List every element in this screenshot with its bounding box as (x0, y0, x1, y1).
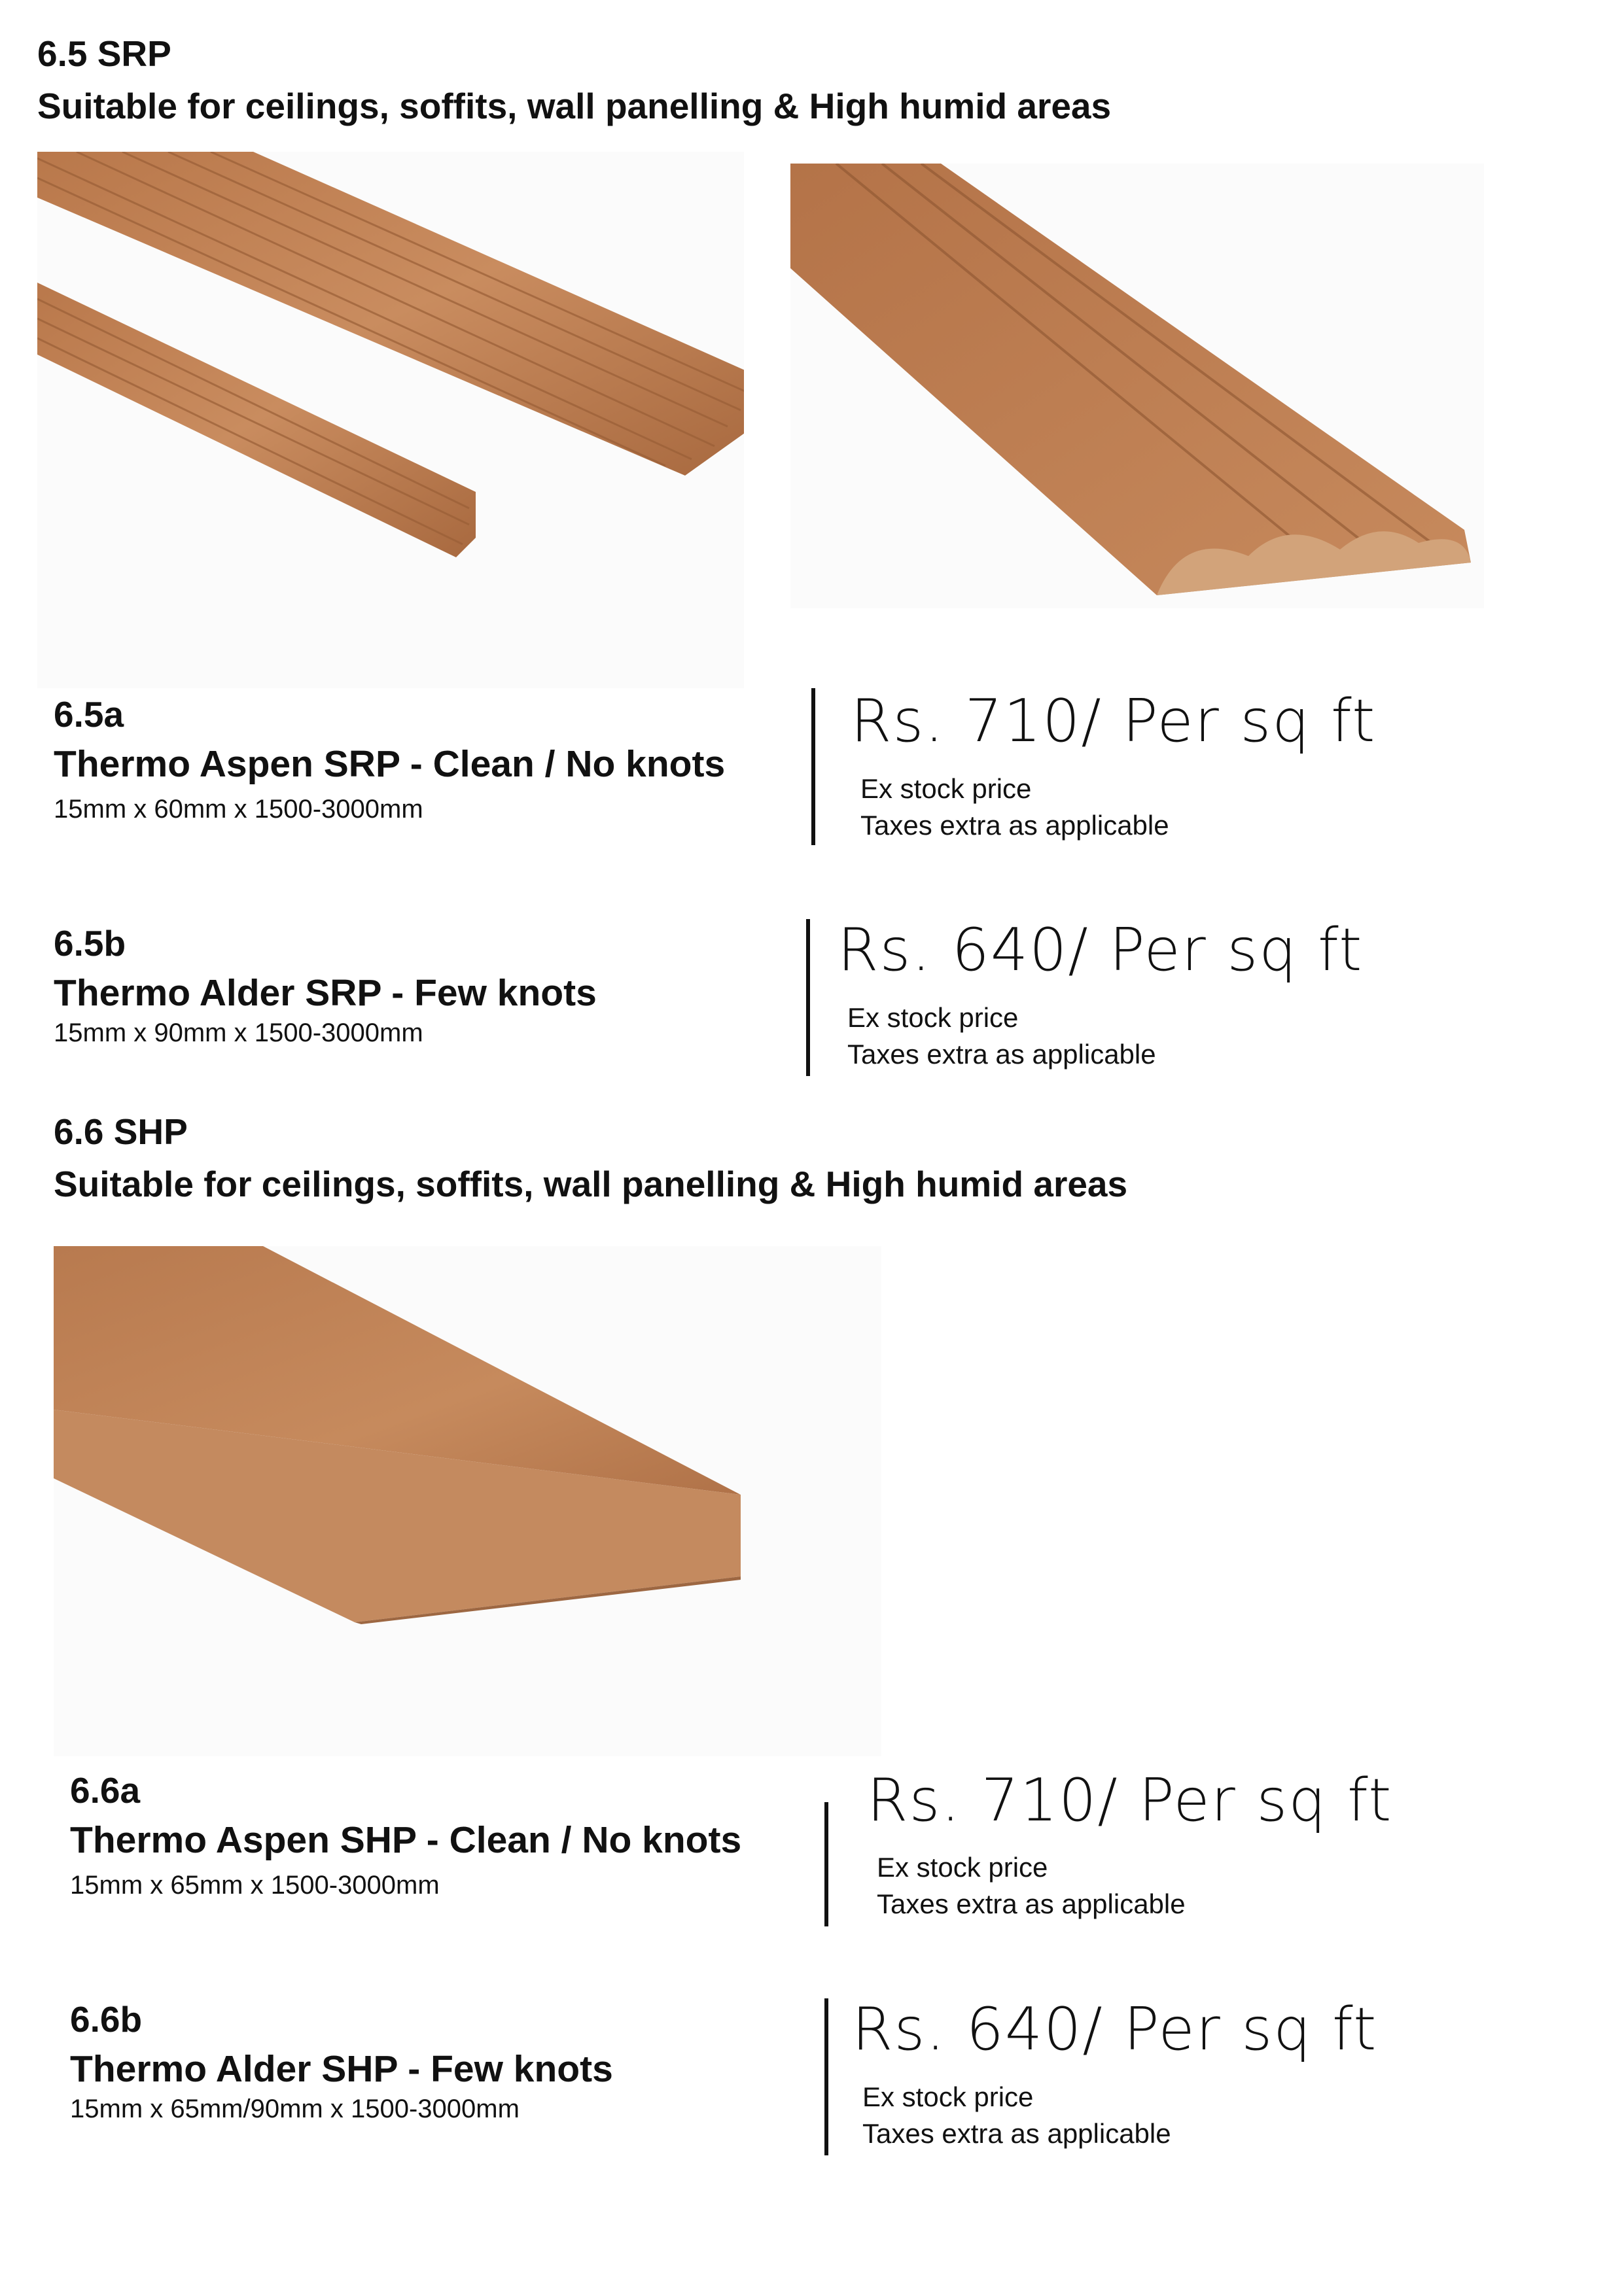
tax-note-6-6a: Taxes extra as applicable (877, 1888, 1186, 1919)
price-6-6a: Rs. 710/ Per sq ft (867, 1766, 1393, 1835)
shp-board-photo (54, 1246, 881, 1756)
section-6-5-subtitle: Suitable for ceilings, soffits, wall panelling & High humid areas (37, 86, 1112, 126)
product-name-6-6b: Thermo Alder SHP - Few knots (70, 2048, 613, 2090)
price-divider (824, 1998, 828, 2155)
tax-note-6-5b: Taxes extra as applicable (847, 1039, 1156, 1070)
price-6-5a: Rs. 710/ Per sq ft (851, 687, 1377, 756)
ex-stock-note-6-5a: Ex stock price (860, 773, 1032, 804)
section-6-6-subtitle: Suitable for ceilings, soffits, wall panelling & High humid areas (54, 1164, 1128, 1204)
product-name-6-6a: Thermo Aspen SHP - Clean / No knots (70, 1819, 742, 1861)
product-code-6-6b: 6.6b (70, 1999, 143, 2040)
product-code-6-5a: 6.5a (54, 694, 124, 735)
srp-panels-photo (37, 152, 744, 688)
tax-note-6-6b: Taxes extra as applicable (862, 2118, 1171, 2149)
price-divider (811, 688, 815, 845)
price-divider (824, 1802, 828, 1926)
section-6-5-title: 6.5 SRP (37, 33, 171, 74)
ex-stock-note-6-6b: Ex stock price (862, 2081, 1034, 2112)
price-divider (806, 919, 810, 1076)
product-dimensions-6-6b: 15mm x 65mm/90mm x 1500-3000mm (70, 2095, 520, 2123)
price-6-6b: Rs. 640/ Per sq ft (852, 1995, 1378, 2064)
srp-panel-closeup-photo (790, 164, 1484, 608)
product-name-6-5b: Thermo Alder SRP - Few knots (54, 972, 597, 1014)
section-6-6-title: 6.6 SHP (54, 1111, 188, 1152)
product-code-6-5b: 6.5b (54, 923, 126, 964)
ex-stock-note-6-6a: Ex stock price (877, 1852, 1048, 1883)
ex-stock-note-6-5b: Ex stock price (847, 1002, 1019, 1033)
product-dimensions-6-5b: 15mm x 90mm x 1500-3000mm (54, 1018, 423, 1047)
price-6-5b: Rs. 640/ Per sq ft (838, 916, 1364, 984)
product-name-6-5a: Thermo Aspen SRP - Clean / No knots (54, 743, 726, 785)
tax-note-6-5a: Taxes extra as applicable (860, 810, 1169, 841)
product-dimensions-6-6a: 15mm x 65mm x 1500-3000mm (70, 1871, 440, 1900)
product-code-6-6a: 6.6a (70, 1770, 141, 1811)
product-dimensions-6-5a: 15mm x 60mm x 1500-3000mm (54, 795, 423, 824)
